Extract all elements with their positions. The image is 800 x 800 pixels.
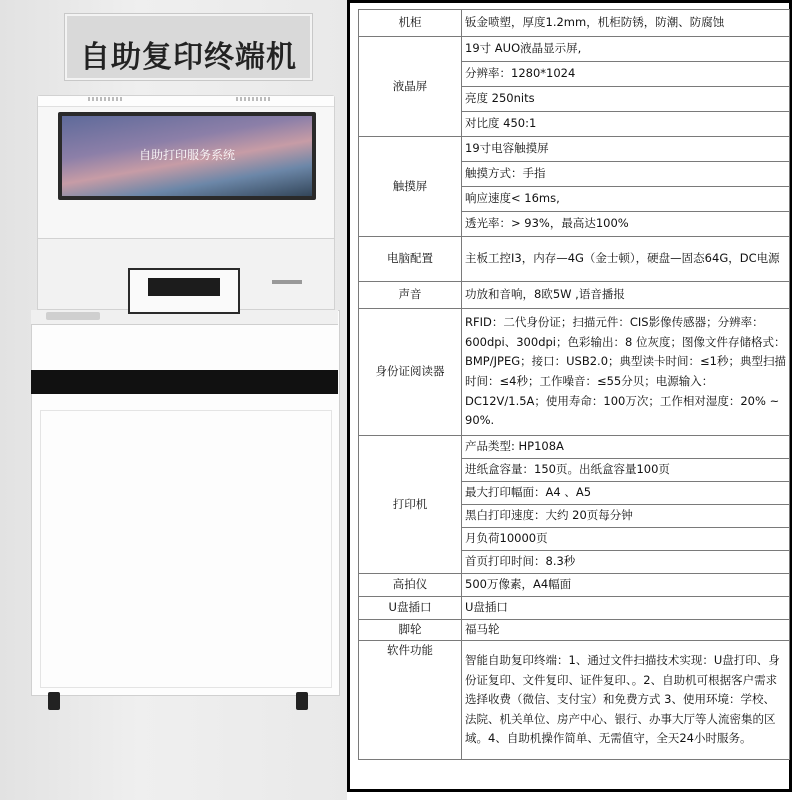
- screen-text: 自助打印服务系统: [138, 148, 235, 162]
- software-label: 软件功能: [359, 641, 462, 760]
- printer-value-3: 最大打印幅面：A4 、A5: [462, 482, 790, 505]
- touch-value-4: 透光率：> 93%，最高达100%: [462, 212, 790, 237]
- lock-plate: [46, 312, 100, 320]
- table-row: [359, 641, 790, 760]
- camera-value: 500万像素，A4幅面: [462, 574, 790, 597]
- speaker-right: [236, 97, 270, 101]
- table-row: [359, 436, 790, 459]
- lcd-value-4: 对比度 450:1: [462, 112, 790, 137]
- wheel-left: [48, 692, 60, 710]
- sound-label: 声音: [359, 282, 462, 309]
- speaker-left: [88, 97, 122, 101]
- wheel-value: 福马轮: [462, 620, 790, 641]
- pc-label: 电脑配置: [359, 237, 462, 282]
- head-top: [38, 96, 334, 107]
- kiosk-screen: [58, 112, 316, 200]
- idreader-value: RFID：二代身份证；扫描元件：CIS影像传感器；分辨率：600dpi、300dpi；色彩输出：8 位灰度；图像文件存储格式：BMP/JPEG；接口：USB2.0；典型读卡时间：≤1秒；典型扫描时间：≤4秒；工作噪音：≤55分贝；电源输入：DC12V/1.5A；使用寿命：100万次；工作相对湿度：20% ~ 90%.: [462, 309, 790, 436]
- product-image: [0, 0, 347, 800]
- card-reader-slot: [128, 268, 240, 314]
- side-slot: [272, 280, 302, 284]
- printer-value-5: 月负荷10000页: [462, 528, 790, 551]
- table-row: [359, 10, 790, 37]
- software-value: 智能自助复印终端：1、通过文件扫描技术实现：U盘打印、身份证复印、文件复印、证件复印、。2、自助机可根据客户需求选择收费（微信、支付宝）和免费方式 3、使用环境：学校、法院、机关单位、房产中心、银行、办事大厅等人流密集的区域。4、自助机操作简单、无需值守，全天24小时服务。: [462, 641, 790, 760]
- sign-text: 自助复印终端机: [80, 40, 297, 75]
- pc-value: 主板工控I3，内存—4G（金士顿），硬盘—固态64G，DC电源: [462, 237, 790, 282]
- cabinet-value: 钣金喷塑，厚度1.2mm，机柜防锈，防潮、防腐蚀: [462, 10, 790, 37]
- touch-value-2: 触摸方式：手指: [462, 162, 790, 187]
- printer-value-2: 进纸盒容量：150页。出纸盒容量100页: [462, 459, 790, 482]
- usb-label: U盘插口: [359, 597, 462, 620]
- spec-panel: [347, 0, 800, 800]
- body-black-stripe: [31, 370, 338, 394]
- spec-frame: [347, 0, 792, 792]
- printer-value-1: 产品类型: HP108A: [462, 436, 790, 459]
- printer-value-6: 首页打印时间：8.3秒: [462, 551, 790, 574]
- touch-value-3: 响应速度< 16ms,: [462, 187, 790, 212]
- body-door: [40, 410, 332, 688]
- lcd-value-2: 分辨率：1280*1024: [462, 62, 790, 87]
- usb-value: U盘插口: [462, 597, 790, 620]
- kiosk-sign: [65, 14, 312, 80]
- table-row: [359, 282, 790, 309]
- printer-value-4: 黑白打印速度：大约 20页每分钟: [462, 505, 790, 528]
- printer-label: 打印机: [359, 436, 462, 574]
- table-row: [359, 574, 790, 597]
- lcd-label: 液晶屏: [359, 37, 462, 137]
- idreader-label: 身份证阅读器: [359, 309, 462, 436]
- camera-label: 高拍仪: [359, 574, 462, 597]
- table-row: [359, 37, 790, 62]
- touch-label: 触摸屏: [359, 137, 462, 237]
- table-row: [359, 137, 790, 162]
- touch-value-1: 19寸电容触摸屏: [462, 137, 790, 162]
- spec-table: [358, 9, 790, 760]
- table-row: [359, 309, 790, 436]
- lcd-value-3: 亮度 250nits: [462, 87, 790, 112]
- table-row: [359, 620, 790, 641]
- card-reader-opening: [148, 278, 220, 296]
- lcd-value-1: 19寸 AUO液晶显示屏,: [462, 37, 790, 62]
- table-row: [359, 597, 790, 620]
- wheel-label: 脚轮: [359, 620, 462, 641]
- table-row: [359, 237, 790, 282]
- cabinet-label: 机柜: [359, 10, 462, 37]
- wheel-right: [296, 692, 308, 710]
- sound-value: 功放和音响，8欧5W ,语音播报: [462, 282, 790, 309]
